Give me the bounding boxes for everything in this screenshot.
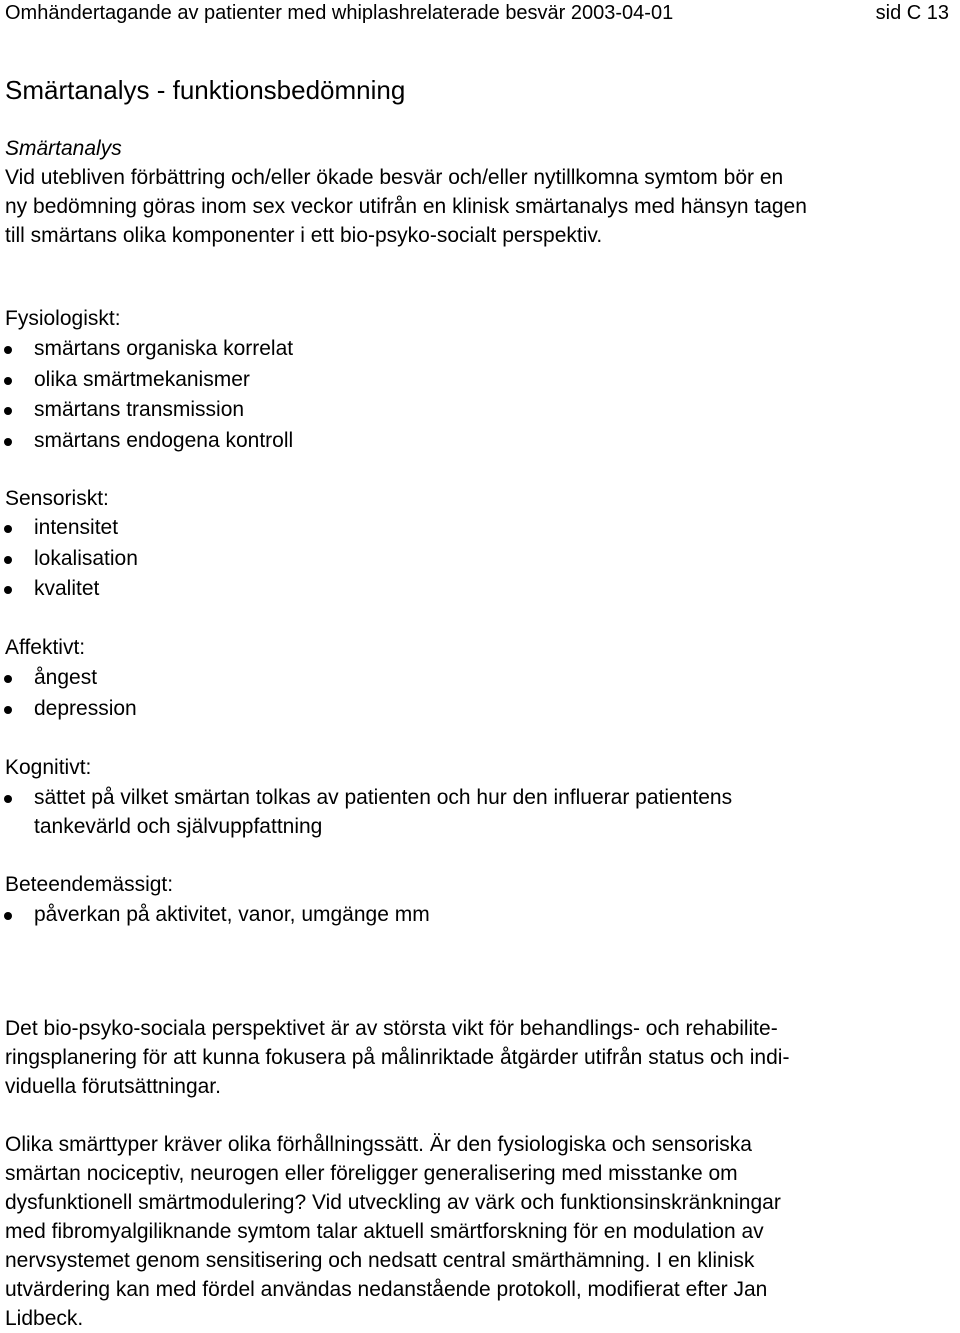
bullet-list-beteendemassigt [0, 900, 910, 931]
list-item [0, 694, 910, 725]
list-item [0, 663, 910, 694]
list-item-text: smärtans endogena kontroll [34, 428, 294, 452]
page-header [5, 0, 949, 26]
list-item [0, 783, 910, 841]
bullet-list-kognitivt [0, 783, 910, 841]
page-title: Smärtanalys - funktionsbedömning [5, 75, 406, 105]
bullet-icon [4, 795, 12, 803]
section-heading-affektivt: Affektivt: [5, 636, 86, 659]
intro-line: till smärtans olika komponenter i ett bio-psyko-socialt perspektiv. [5, 224, 603, 247]
bullet-icon [4, 377, 12, 385]
header-page-number: sid C 13 [875, 2, 949, 24]
list-item-text: sättet på vilket smärtan tolkas av patienten och hur den influerar patientens [34, 786, 733, 809]
bullet-list-fysiologiskt [0, 334, 910, 456]
bullet-icon [4, 586, 12, 594]
intro-line: Vid utebliven förbättring och/eller ökade besvär och/eller nytillkomna symtom bör en [5, 166, 784, 189]
bullet-icon [4, 675, 12, 683]
list-item-text: olika smärtmekanismer [34, 367, 250, 391]
intro-line: ny bedömning göras inom sex veckor utifrån en klinisk smärtanalys med hänsyn tagen [5, 195, 807, 218]
bullet-icon [4, 438, 12, 446]
bullet-icon [4, 346, 12, 354]
paragraph-line: Lidbeck. [5, 1307, 84, 1330]
paragraph-line: nervsystemet genom sensitisering och nedsatt central smärthämning. I en klinisk [5, 1249, 755, 1272]
paragraph-line: med fibromyalgiliknande symtom talar aktuell smärtforskning för en modulation av [5, 1220, 764, 1243]
paragraph-line: utvärdering kan med fördel användas nedanstående protokoll, modifierat efter Jan [5, 1278, 768, 1301]
intro-heading: Smärtanalys [5, 137, 122, 160]
bullet-icon [4, 407, 12, 415]
list-item [0, 544, 910, 575]
body-paragraph [5, 1014, 953, 1101]
list-item-text: lokalisation [34, 546, 138, 570]
bullet-icon [4, 525, 12, 533]
paragraph-line: Det bio-psyko-sociala perspektivet är av största vikt för behandlings- och rehabilite- [5, 1017, 778, 1040]
bullet-icon [4, 912, 12, 920]
paragraph-line: dysfunktionell smärtmodulering? Vid utveckling av värk och funktionsinskränkningar [5, 1191, 781, 1214]
section-heading-fysiologiskt: Fysiologiskt: [5, 307, 121, 330]
intro-block [5, 134, 955, 250]
section-heading-kognitivt: Kognitivt: [5, 756, 92, 779]
header-document-title: Omhändertagande av patienter med whiplashrelaterade besvär 2003-04-01 [5, 2, 674, 24]
list-item [0, 334, 910, 365]
list-item-text: kvalitet [34, 577, 100, 600]
list-item [0, 426, 910, 457]
list-item [0, 395, 910, 426]
list-item-text: depression [34, 696, 137, 720]
list-item [0, 900, 910, 931]
section-heading-sensoriskt: Sensoriskt: [5, 487, 109, 510]
list-item-text: smärtans transmission [34, 398, 245, 421]
list-item-text-continuation: tankevärld och självuppfattning [34, 815, 323, 838]
body-paragraph [5, 1130, 953, 1333]
list-item-text: intensitet [34, 516, 119, 539]
list-item [0, 513, 910, 544]
paragraph-line: Olika smärttyper kräver olika förhållningssätt. Är den fysiologiska och sensoriska [5, 1133, 752, 1156]
list-item-text: smärtans organiska korrelat [34, 337, 294, 360]
bullet-list-affektivt [0, 663, 910, 724]
bullet-list-sensoriskt [0, 513, 910, 605]
paragraph-line: smärtan nociceptiv, neurogen eller föreligger generalisering med misstanke om [5, 1162, 738, 1185]
list-item-text: ångest [34, 666, 98, 689]
list-item [0, 574, 910, 605]
list-item [0, 365, 910, 396]
paragraph-line: ringsplanering för att kunna fokusera på målinriktade åtgärder utifrån status och indi- [5, 1046, 790, 1069]
paragraph-line: viduella förutsättningar. [5, 1075, 221, 1098]
bullet-icon [4, 706, 12, 714]
bullet-icon [4, 556, 12, 564]
list-item-text: påverkan på aktivitet, vanor, umgänge mm [34, 903, 430, 926]
section-heading-beteendemassigt: Beteendemässigt: [5, 873, 174, 896]
